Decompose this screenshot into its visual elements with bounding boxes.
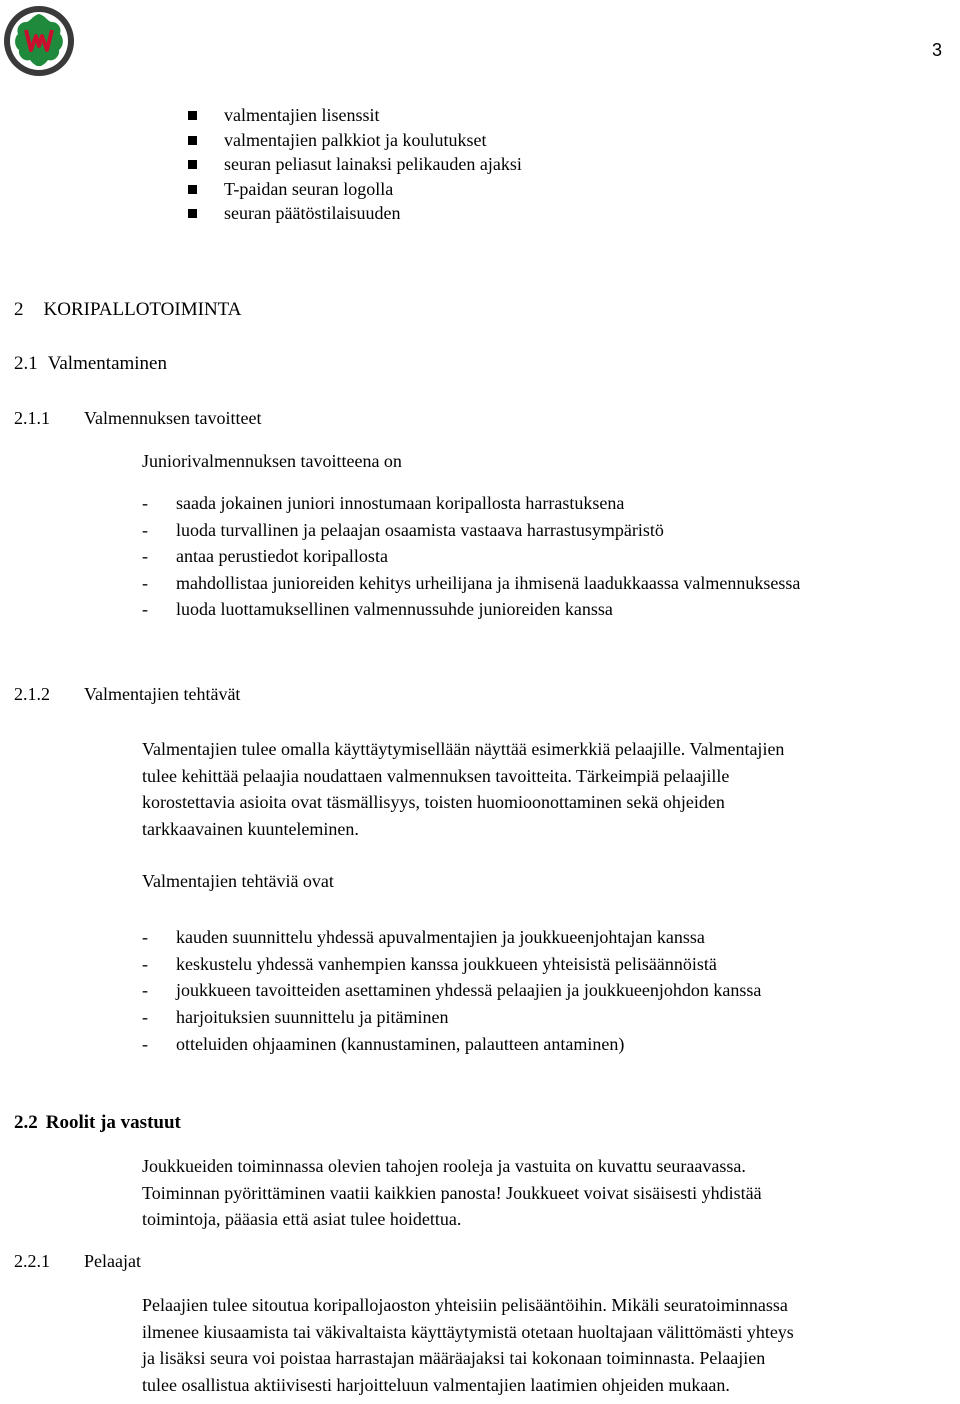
list-item: - kauden suunnittelu yhdessä apuvalmentajien ja joukkueenjohtajan kanssa xyxy=(142,927,705,947)
tasks-list xyxy=(142,924,761,1058)
square-bullet-icon xyxy=(188,160,197,169)
list-item: - antaa perustiedot koripallosta xyxy=(142,546,388,566)
list-item: - otteluiden ohjaaminen (kannustaminen, palautteen antaminen) xyxy=(142,1033,625,1054)
goals-intro: Juniorivalmennuksen tavoitteena on xyxy=(142,451,402,471)
coach-duties-paragraph: Valmentajien tulee omalla käyttäytymisellään näyttää esimerkkiä pelaajille. Valmentajien tulee kehittää pelaajia noudattaen valmennuksen tavoitteita. Tärkeimpiä pelaajille korostettavia asioita ovat täsmällisyys, toisten huomioonottaminen sekä ohjeiden tarkkaavainen kuunteleminen. xyxy=(142,739,785,839)
players-paragraph: Pelaajien tulee sitoutua koripallojaoston yhteisiin pelisääntöihin. Mikäli seuratoiminnassa ilmenee kiusaamista tai väkivaltaista käyttäytymistä otetaan huoltajaan välittömästi yhteys ja lisäksi seura voi poistaa harrastajan määräajaksi tai kokonaan toiminnasta. Pelaajien tulee osallistua aktiivisesti harjoitteluun valmentajien laatimien ohjeiden mukaan. xyxy=(142,1295,794,1395)
section-heading-2: 2 KORIPALLOTOIMINTA xyxy=(14,299,242,320)
list-item: - luoda turvallinen ja pelaajan osaamista vastaava harrastusympäristö xyxy=(142,519,664,540)
section-heading-2-2: 2.2 Roolit ja vastuut xyxy=(14,1112,181,1133)
club-logo-w-icon xyxy=(2,4,76,78)
list-item: T-paidan seuran logolla xyxy=(188,177,522,202)
square-bullet-icon xyxy=(188,111,197,120)
goals-list xyxy=(142,490,800,623)
list-item: - mahdollistaa junioreiden kehitys urheilijana ja ihmisenä laadukkaassa valmennuksessa xyxy=(142,572,801,593)
square-bullet-icon xyxy=(188,209,197,218)
list-item: - luoda luottamuksellinen valmennussuhde junioreiden kanssa xyxy=(142,599,613,619)
benefits-list xyxy=(188,103,522,226)
list-item: - joukkueen tavoitteiden asettaminen yhdessä pelaajien ja joukkueenjohdon kanssa xyxy=(142,980,762,1001)
tasks-intro: Valmentajien tehtäviä ovat xyxy=(142,871,334,891)
square-bullet-icon xyxy=(188,185,197,194)
section-heading-2-2-1: 2.2.1 Pelaajat xyxy=(14,1251,141,1271)
page-number: 3 xyxy=(931,40,942,60)
list-item: valmentajien lisenssit xyxy=(188,103,522,128)
list-item: - harjoituksien suunnittelu ja pitäminen xyxy=(142,1007,449,1028)
list-item: - saada jokainen juniori innostumaan koripallosta harrastuksena xyxy=(142,493,625,513)
list-item: - keskustelu yhdessä vanhempien kanssa joukkueen yhteisistä pelisäännöistä xyxy=(142,953,717,974)
list-item: seuran peliasut lainaksi pelikauden ajaksi xyxy=(188,152,522,177)
section-heading-2-1: 2.1 Valmentaminen xyxy=(14,353,167,374)
list-item: seuran päätöstilaisuuden xyxy=(188,201,522,226)
square-bullet-icon xyxy=(188,136,197,145)
section-heading-2-1-2: 2.1.2 Valmentajien tehtävät xyxy=(14,684,241,704)
club-logo xyxy=(2,4,76,78)
list-item: valmentajien palkkiot ja koulutukset xyxy=(188,128,522,153)
section-heading-2-1-1: 2.1.1 Valmennuksen tavoitteet xyxy=(14,408,262,428)
roles-paragraph: Joukkueiden toiminnassa olevien tahojen rooleja ja vastuita on kuvattu seuraavassa. Toiminnan pyörittäminen vaatii kaikkien panosta! Joukkueet voivat sisäisesti yhdistää toimintoja, pääasia että asiat tulee hoidettua. xyxy=(142,1156,762,1229)
